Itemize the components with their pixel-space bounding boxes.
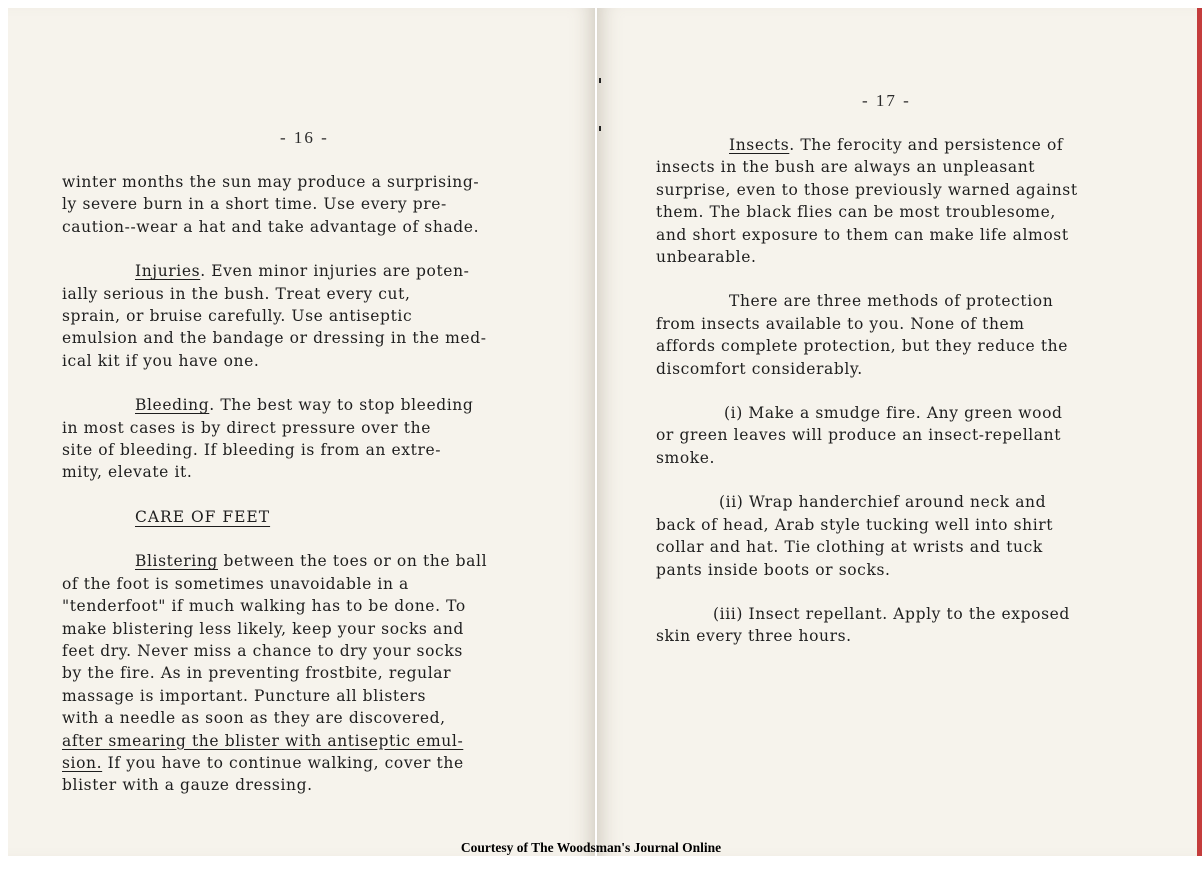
text-line: or green leaves will produce an insect-repellant <box>656 426 1062 445</box>
bleeding-paragraph <box>62 394 487 484</box>
text-line: unbearable. <box>656 248 757 267</box>
text-line: massage is important. Puncture all blisters <box>62 686 427 705</box>
text-line: skin every three hours. <box>656 627 852 646</box>
item-iii-paragraph <box>656 603 1078 648</box>
text-line: . Even minor injuries are poten- <box>200 262 470 281</box>
text-line: feet dry. Never miss a chance to dry your socks <box>62 641 463 660</box>
item-i-paragraph <box>656 402 1078 469</box>
left-page <box>8 8 595 856</box>
gutter-mark <box>599 126 601 131</box>
underlined-word: sion. <box>62 753 103 772</box>
care-heading-block <box>62 506 487 528</box>
blistering-paragraph <box>62 550 487 796</box>
page-number-right: - 17 - <box>862 91 911 110</box>
text-line: emulsion and the bandage or dressing in the med- <box>62 329 487 348</box>
gutter-mark <box>599 78 601 83</box>
intro-paragraph <box>62 171 487 238</box>
blistering-title: Blistering <box>135 552 218 571</box>
text-line: caution--wear a hat and take advantage of shade. <box>62 217 480 236</box>
right-column <box>656 134 1078 648</box>
text-line: There are three methods of protection <box>729 292 1054 311</box>
text-line: affords complete protection, but they reduce the <box>656 337 1069 356</box>
text-line: and short exposure to them can make life almost <box>656 225 1069 244</box>
text-line: sprain, or bruise carefully. Use antiseptic <box>62 307 413 326</box>
text-line: (iii) Insect repellant. Apply to the exposed <box>713 604 1070 623</box>
care-of-feet-heading: CARE OF FEET <box>135 507 271 526</box>
text-line: ical kit if you have one. <box>62 351 260 370</box>
book-edge <box>1197 8 1202 856</box>
text-line: blister with a gauze dressing. <box>62 776 313 795</box>
text-line: ially serious in the bush. Treat every cut, <box>62 284 411 303</box>
text-line: "tenderfoot" if much walking has to be done. To <box>62 597 466 616</box>
insects-title: Insects <box>729 136 790 154</box>
text-line: of the foot is sometimes unavoidable in a <box>62 574 409 593</box>
right-page <box>597 8 1197 856</box>
text-line: If you have to continue walking, cover the <box>102 753 464 772</box>
text-line: from insects available to you. None of them <box>656 314 1025 333</box>
text-line: make blistering less likely, keep your socks and <box>62 619 464 638</box>
text-line: winter months the sun may produce a surprising- <box>62 173 480 191</box>
text-line: in most cases is by direct pressure over the <box>62 418 431 437</box>
text-line: with a needle as soon as they are discovered, <box>62 709 446 728</box>
text-line: smoke. <box>656 448 716 467</box>
text-line: surprise, even to those previously warned against <box>656 180 1078 199</box>
text-line: insects in the bush are always an unpleasant <box>656 158 1036 177</box>
injuries-paragraph <box>62 260 487 372</box>
underlined-line: after smearing the blister with antiseptic emul- <box>62 731 464 750</box>
text-line: pants inside boots or socks. <box>656 560 891 579</box>
courtesy-caption: Courtesy of The Woodsman's Journal Online <box>460 840 722 855</box>
text-line: (ii) Wrap handerchief around neck and <box>719 493 1047 512</box>
text-line: . The best way to stop bleeding <box>209 396 474 415</box>
text-line: . The ferocity and persistence of <box>789 136 1064 154</box>
text-line: discomfort considerably. <box>656 359 863 378</box>
text-line: them. The black flies can be most troublesome, <box>656 203 1056 222</box>
text-line: back of head, Arab style tucking well into shirt <box>656 515 1054 534</box>
text-line: site of bleeding. If bleeding is from an extre- <box>62 441 442 460</box>
text-line: collar and hat. Tie clothing at wrists and tuck <box>656 538 1043 557</box>
left-column <box>62 171 487 797</box>
page-number-left: - 16 - <box>280 128 329 147</box>
text-line: between the toes or on the ball <box>217 552 488 571</box>
text-line: by the fire. As in preventing frostbite, regular <box>62 664 452 683</box>
insects-paragraph <box>656 134 1078 268</box>
methods-paragraph <box>656 290 1078 380</box>
text-line: mity, elevate it. <box>62 463 193 482</box>
injuries-title: Injuries <box>135 262 201 281</box>
text-line: ly severe burn in a short time. Use every pre- <box>62 195 447 214</box>
bleeding-title: Bleeding <box>135 396 210 415</box>
text-line: (i) Make a smudge fire. Any green wood <box>724 404 1063 423</box>
item-ii-paragraph <box>656 491 1078 581</box>
